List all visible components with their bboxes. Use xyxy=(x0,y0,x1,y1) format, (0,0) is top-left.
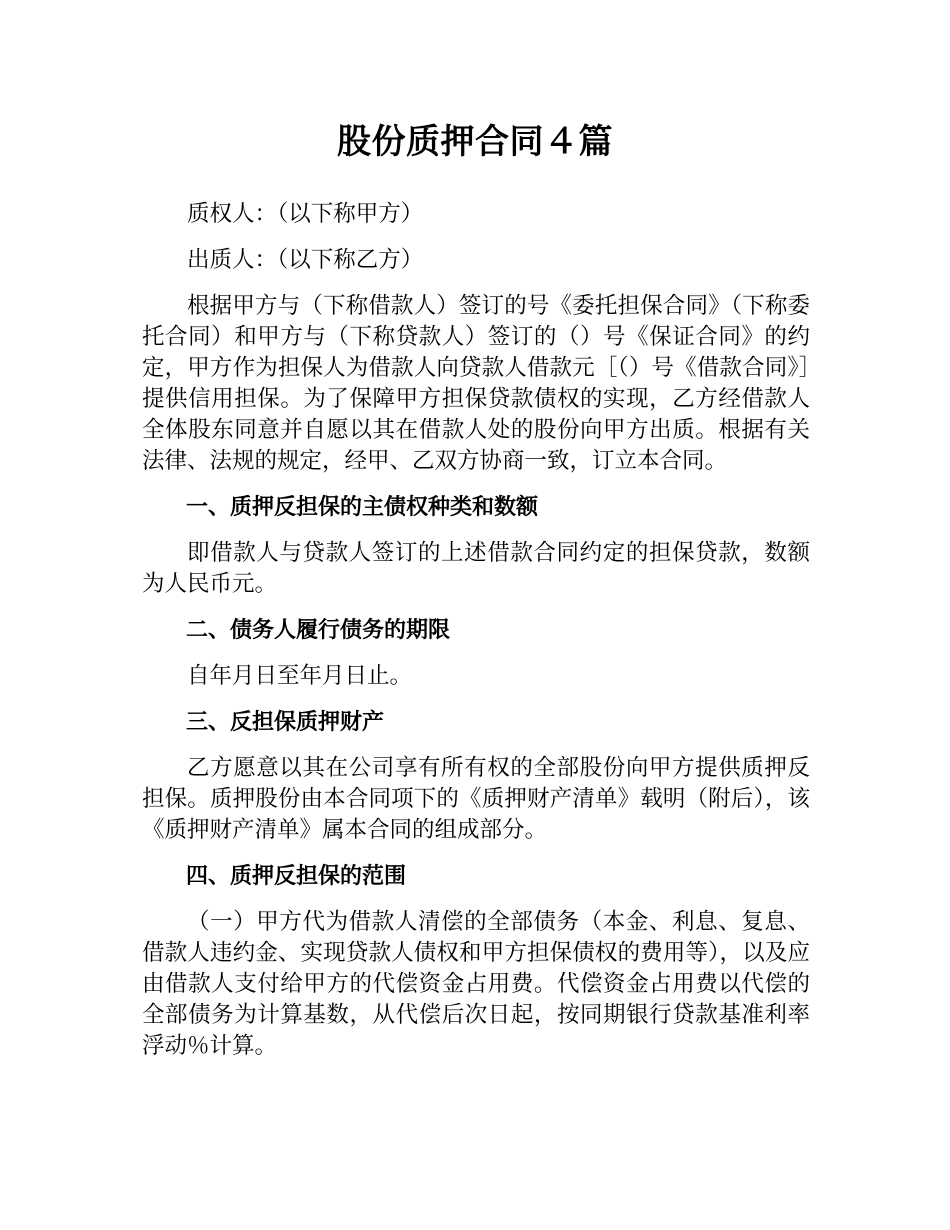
section-3-heading: 三、反担保质押财产 xyxy=(186,710,385,735)
pledgee-line: 质权人：（以下称甲方） xyxy=(187,201,424,227)
section-1-heading: 一、质押反担保的主债权种类和数额 xyxy=(186,495,539,520)
section-4-paragraph: （一）甲方代为借款人清偿的全部债务（本金、利息、复息、借款人违约金、实现贷款人债权和甲方担保债权的费用等），以及应由借款人支付给甲方的代偿资金占用费。代偿资金占用费以代偿的全部债务为计算基数，从代偿后次日起，按同期银行贷款基准利率浮动％计算。 xyxy=(142,909,810,1059)
document-body xyxy=(142,199,810,1077)
section-2-paragraph: 自年月日至年月日止。 xyxy=(187,663,413,689)
section-3-paragraph: 乙方愿意以其在公司享有所有权的全部股份向甲方提供质押反担保。质押股份由本合同项下的《质押财产清单》载明（附后），该《质押财产清单》属本合同的组成部分。 xyxy=(142,755,810,843)
document-title: 股份质押合同４篇 xyxy=(337,122,613,162)
section-1-paragraph: 即借款人与贷款人签订的上述借款合同约定的担保贷款，数额为人民币元。 xyxy=(142,540,810,597)
pledgor-line: 出质人：（以下称乙方） xyxy=(187,247,424,273)
intro-paragraph: 根据甲方与（下称借款人）签订的号《委托担保合同》（下称委托合同）和甲方与（下称贷款人）签订的（）号《保证合同》的约定，甲方作为担保人为借款人向贷款人借款元［（）号《借款合同》］提供信用担保。为了保障甲方担保贷款债权的实现，乙方经借款人全体股东同意并自愿以其在借款人处的股份向甲方出质。根据有关法律、法规的规定，经甲、乙双方协商一致，订立本合同。 xyxy=(142,293,810,474)
section-4-heading: 四、质押反担保的范围 xyxy=(186,864,407,889)
section-2-heading: 二、债务人履行债务的期限 xyxy=(186,618,451,643)
